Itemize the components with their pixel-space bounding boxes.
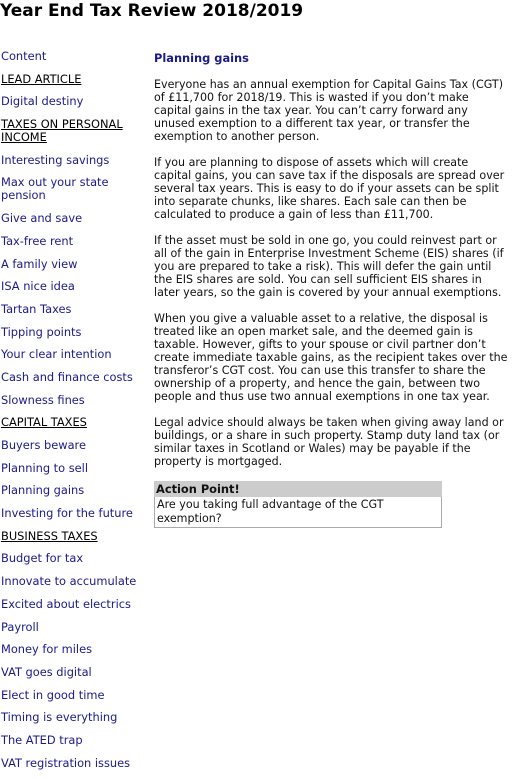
sidebar-heading-taxes-on-personal-income: TAXES ON PERSONAL INCOME [1,117,123,145]
sidebar-row [1,575,151,588]
sidebar-row [1,621,151,634]
sidebar-row [1,154,151,167]
sidebar-item-investing-for-the-future[interactable]: Investing for the future [1,506,133,521]
sidebar-item-tax-free-rent[interactable]: Tax-free rent [1,233,74,248]
sidebar-item-innovate-to-accumulate[interactable]: Innovate to accumulate [1,574,137,589]
sidebar-row [1,439,151,452]
sidebar-row [1,552,151,565]
sidebar-row [1,50,151,63]
sidebar-row [1,73,151,86]
sidebar-item-cash-and-finance-costs[interactable]: Cash and finance costs [1,369,133,384]
sidebar-row [1,348,151,361]
sidebar-row [1,734,151,747]
sidebar-item-a-family-view[interactable]: A family view [1,256,78,271]
sidebar-row [1,371,151,384]
sidebar-item-buyers-beware[interactable]: Buyers beware [1,438,86,452]
sidebar-row [1,326,151,339]
sidebar-item-digital-destiny[interactable]: Digital destiny [1,94,84,109]
sidebar-row [1,462,151,475]
sidebar-item-content[interactable]: Content [1,49,47,63]
sidebar-item-money-for-miles[interactable]: Money for miles [1,642,93,657]
sidebar-heading-capital-taxes: CAPITAL TAXES [1,415,87,430]
article-title: Planning gains [154,51,249,65]
sidebar-item-elect-in-good-time[interactable]: Elect in good time [1,687,105,702]
sidebar-row [1,530,151,543]
sidebar-heading-business-taxes: BUSINESS TAXES [1,528,98,543]
sidebar-item-budget-for-tax[interactable]: Budget for tax [1,551,84,566]
action-point-header: Action Point! [154,481,442,497]
sidebar-row [1,258,151,271]
article-paragraph: Legal advice should always be taken when giving away land or buildings, or a share in such property. Stamp duty land tax (or similar taxes in Scotland or Wales) may be payable if the property is mortgaged. [154,416,504,468]
sidebar-row [1,507,151,520]
sidebar-row [1,235,151,248]
sidebar-nav [1,50,151,779]
sidebar-heading-lead-article: LEAD ARTICLE [1,71,82,86]
sidebar-item-your-clear-intention[interactable]: Your clear intention [1,347,112,362]
sidebar-item-planning-gains[interactable]: Planning gains [1,483,85,498]
sidebar-row [1,666,151,679]
sidebar-row [1,711,151,724]
page-title: Year End Tax Review 2018/2019 [0,1,304,21]
sidebar-row [1,689,151,702]
sidebar-row [1,212,151,225]
sidebar-item-isa-nice-idea[interactable]: ISA nice idea [1,279,75,294]
sidebar-row [1,280,151,293]
sidebar-row [1,118,151,144]
sidebar-item-tipping-points[interactable]: Tipping points [1,324,82,339]
sidebar-row [1,643,151,656]
sidebar-row [1,416,151,429]
sidebar-row [1,303,151,316]
sidebar-row [1,598,151,611]
sidebar-item-max-out-your-state-pension[interactable]: Max out your state pension [1,175,109,203]
sidebar-item-vat-registration-issues[interactable]: VAT registration issues [1,755,131,770]
sidebar-item-tartan-taxes[interactable]: Tartan Taxes [1,301,72,316]
article-paragraph: When you give a valuable asset to a relative, the disposal is treated like an open market sale, and the deemed gain is taxable. However, gifts to your spouse or civil partner don’t create immediate taxable gains, as the recipient takes over the transferor’s CGT cost. You can use this transfer to share the ownership of a property, and hence the gain, between two people and thus use two annual exemptions in one tax year. [154,312,508,403]
action-point-text: Are you taking full advantage of the CGT exemption? [154,497,442,528]
article [154,52,509,528]
sidebar-item-the-ated-trap[interactable]: The ATED trap [1,732,83,747]
sidebar-item-planning-to-sell[interactable]: Planning to sell [1,460,89,475]
sidebar-item-vat-goes-digital[interactable]: VAT goes digital [1,664,92,679]
sidebar-item-interesting-savings[interactable]: Interesting savings [1,152,110,167]
sidebar-item-excited-about-electrics[interactable]: Excited about electrics [1,596,131,611]
article-paragraph: If you are planning to dispose of assets which will create capital gains, you can save tax if the disposals are spread over several tax years. This is easy to do if your assets can be split into separate chunks, like shares. Each sale can then be calculated to produce a gain of less than £11,700. [154,156,505,221]
sidebar-item-slowness-fines[interactable]: Slowness fines [1,392,85,407]
article-paragraph: Everyone has an annual exemption for Capital Gains Tax (CGT) of £11,700 for 2018/19. This is wasted if you don’t make capital gains in the tax year. You can’t carry forward any unused exemption to a different tax year, or transfer the exemption to another person. [154,78,504,143]
sidebar-row [1,394,151,407]
sidebar-row [1,176,151,202]
sidebar-row [1,95,151,108]
sidebar-item-give-and-save[interactable]: Give and save [1,211,83,226]
action-point-box [154,481,442,528]
sidebar-row [1,484,151,497]
sidebar-item-timing-is-everything[interactable]: Timing is everything [1,710,118,725]
sidebar-item-payroll[interactable]: Payroll [1,619,39,634]
article-paragraph: If the asset must be sold in one go, you could reinvest part or all of the gain in Enterprise Investment Scheme (EIS) shares (if you are prepared to take a risk). This will defer the gain until the EIS shares are sold. You can sell sufficient EIS shares in later years, so the gain is covered by your annual exemptions. [154,234,504,299]
